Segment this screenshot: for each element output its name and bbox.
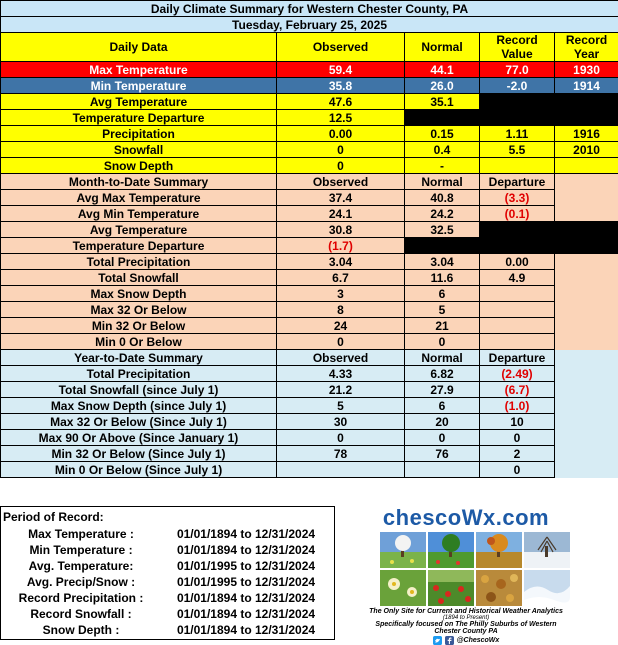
observed-value: 3.04: [277, 254, 405, 270]
summer-tree-photo: [428, 532, 474, 568]
observed-value: 6.7: [277, 270, 405, 286]
ytd-header-row: [1, 350, 618, 366]
observed-value: 30.8: [277, 222, 405, 238]
departure-value: (0.1): [480, 206, 555, 222]
normal-value: 11.6: [405, 270, 480, 286]
period-range: 01/01/1995 to 12/31/2024: [161, 574, 331, 590]
row-label: Avg Max Temperature: [1, 190, 277, 206]
period-label: Record Snowfall :: [1, 606, 161, 622]
period-of-record-title: Period of Record:: [1, 507, 334, 526]
record-year: [555, 158, 618, 174]
observed-value: 21.2: [277, 382, 405, 398]
observed-value: [277, 462, 405, 478]
period-of-record: [0, 506, 335, 640]
row-label: Max Snow Depth (since July 1): [1, 398, 277, 414]
record-value: 5.5: [480, 142, 555, 158]
departure-header: Departure: [480, 350, 555, 366]
departure-value: [480, 302, 555, 318]
normal-value: 0.15: [405, 126, 480, 142]
observed-value: 24: [277, 318, 405, 334]
row-label: Max 32 Or Below: [1, 302, 277, 318]
mtd-row: [1, 190, 618, 206]
normal-value: 27.9: [405, 382, 480, 398]
date-row: [1, 17, 618, 33]
departure-value: (3.3): [480, 190, 555, 206]
ytd-row: [1, 462, 618, 478]
period-label: Avg. Temperature:: [1, 558, 161, 574]
climate-summary-body: [1, 1, 618, 478]
daily-header-row: [1, 33, 618, 62]
daily-data-header: Daily Data: [1, 33, 277, 62]
ytd-row: [1, 446, 618, 462]
record-year: 1916: [555, 126, 618, 142]
departure-value: (2.49): [480, 366, 555, 382]
mtd-row: [1, 254, 618, 270]
daily-row: [1, 110, 618, 126]
normal-value: 5: [405, 302, 480, 318]
title-row: [1, 1, 618, 17]
row-label: Min 32 Or Below: [1, 318, 277, 334]
record-value: [480, 158, 555, 174]
mtd-row: [1, 270, 618, 286]
empty-cell: [555, 206, 618, 222]
daily-row: [1, 142, 618, 158]
observed-value: 0: [277, 158, 405, 174]
observed-value: 12.5: [277, 110, 405, 126]
record-value-header: Record Value: [480, 33, 555, 62]
record-value: -2.0: [480, 78, 555, 94]
normal-value: 3.04: [405, 254, 480, 270]
empty-cell: [555, 462, 618, 478]
period-range: 01/01/1894 to 12/31/2024: [161, 622, 331, 638]
empty-cell: [555, 446, 618, 462]
row-label: Temperature Departure: [1, 110, 277, 126]
period-label: Snow Depth :: [1, 622, 161, 638]
row-label: Min 32 Or Below (Since July 1): [1, 446, 277, 462]
empty-cell: [555, 382, 618, 398]
normal-header: Normal: [405, 174, 480, 190]
departure-value: 0: [480, 430, 555, 446]
row-label: Min 0 Or Below (Since July 1): [1, 462, 277, 478]
period-of-record-row: [1, 574, 334, 590]
normal-value: 32.5: [405, 222, 480, 238]
departure-value: 10: [480, 414, 555, 430]
row-label: Avg Temperature: [1, 94, 277, 110]
departure-value: (1.0): [480, 398, 555, 414]
observed-header: Observed: [277, 350, 405, 366]
report-date: Tuesday, February 25, 2025: [1, 17, 618, 33]
record-year: 1914: [555, 78, 618, 94]
row-label: Max Snow Depth: [1, 286, 277, 302]
empty-cell: [555, 270, 618, 286]
normal-value: 40.8: [405, 190, 480, 206]
ytd-row: [1, 414, 618, 430]
observed-value: 37.4: [277, 190, 405, 206]
observed-value: 35.8: [277, 78, 405, 94]
tagline: The Only Site for Current and Historical Weather Analytics: [366, 608, 566, 615]
period-label: Record Precipitation :: [1, 590, 161, 606]
period-of-record-rows: [1, 526, 334, 638]
period-of-record-row: [1, 606, 334, 622]
observed-value: 30: [277, 414, 405, 430]
daily-row: [1, 62, 618, 78]
record-year: 1930: [555, 62, 618, 78]
empty-cell: [555, 398, 618, 414]
empty-cell: [555, 318, 618, 334]
tagline-years: (1894 to Present): [366, 615, 566, 621]
row-label: Total Precipitation: [1, 366, 277, 382]
empty-cell: [555, 366, 618, 382]
period-label: Avg. Precip/Snow :: [1, 574, 161, 590]
normal-value: 44.1: [405, 62, 480, 78]
normal-value: 6: [405, 286, 480, 302]
social-handle[interactable]: @ChescoWx: [457, 637, 500, 644]
observed-value: 8: [277, 302, 405, 318]
daily-row: [1, 126, 618, 142]
departure-header: Departure: [480, 174, 555, 190]
normal-value: 35.1: [405, 94, 480, 110]
observed-value: 59.4: [277, 62, 405, 78]
chescowx-logo[interactable]: [366, 506, 566, 640]
flower-photo: [380, 570, 426, 606]
row-label: Max Temperature: [1, 62, 277, 78]
observed-value: 24.1: [277, 206, 405, 222]
empty-cell: [555, 350, 618, 366]
observed-value: 0: [277, 334, 405, 350]
brand-name: chescoWx.com: [366, 506, 566, 530]
observed-value: 4.33: [277, 366, 405, 382]
empty-cell: [555, 190, 618, 206]
row-label: Snow Depth: [1, 158, 277, 174]
observed-header: Observed: [277, 33, 405, 62]
poppy-field-photo: [428, 570, 474, 606]
observed-value: 5: [277, 398, 405, 414]
observed-value: 78: [277, 446, 405, 462]
normal-value: 76: [405, 446, 480, 462]
departure-value: [480, 286, 555, 302]
normal-value: [405, 462, 480, 478]
blank-cell: [480, 222, 618, 238]
observed-value: 3: [277, 286, 405, 302]
period-range: 01/01/1894 to 12/31/2024: [161, 542, 331, 558]
row-label: Avg Temperature: [1, 222, 277, 238]
empty-cell: [555, 334, 618, 350]
normal-value: 20: [405, 414, 480, 430]
normal-value: 0: [405, 430, 480, 446]
normal-value: -: [405, 158, 480, 174]
row-label: Snowfall: [1, 142, 277, 158]
normal-header: Normal: [405, 350, 480, 366]
departure-value: (6.7): [480, 382, 555, 398]
tagline-focus: Specifically focused on The Philly Suburbs of Western Chester County PA: [366, 621, 566, 635]
row-label: Min 0 Or Below: [1, 334, 277, 350]
fallen-leaves-photo: [476, 570, 522, 606]
observed-value: 0.00: [277, 126, 405, 142]
departure-value: 2: [480, 446, 555, 462]
row-label: Total Snowfall: [1, 270, 277, 286]
normal-value: 0.4: [405, 142, 480, 158]
record-year-header: Record Year: [555, 33, 618, 62]
observed-value: (1.7): [277, 238, 405, 254]
period-range: 01/01/1894 to 12/31/2024: [161, 606, 331, 622]
period-range: 01/01/1894 to 12/31/2024: [161, 590, 331, 606]
record-value: 77.0: [480, 62, 555, 78]
row-label: Total Precipitation: [1, 254, 277, 270]
row-label: Min Temperature: [1, 78, 277, 94]
period-of-record-row: [1, 558, 334, 574]
row-label: Precipitation: [1, 126, 277, 142]
period-range: 01/01/1894 to 12/31/2024: [161, 526, 331, 542]
ytd-row: [1, 430, 618, 446]
observed-header: Observed: [277, 174, 405, 190]
observed-value: 0: [277, 142, 405, 158]
empty-cell: [555, 430, 618, 446]
empty-cell: [555, 302, 618, 318]
departure-value: [480, 318, 555, 334]
observed-value: 0: [277, 430, 405, 446]
period-range: 01/01/1995 to 12/31/2024: [161, 558, 331, 574]
period-of-record-row: [1, 590, 334, 606]
mtd-row: [1, 302, 618, 318]
row-label: Max 90 Or Above (Since January 1): [1, 430, 277, 446]
blank-cell: [405, 238, 618, 254]
autumn-tree-photo: [476, 532, 522, 568]
mtd-summary-header: Month-to-Date Summary: [1, 174, 277, 190]
normal-value: 0: [405, 334, 480, 350]
snow-drift-photo: [524, 570, 570, 606]
mtd-row: [1, 238, 618, 254]
empty-cell: [555, 286, 618, 302]
period-of-record-row: [1, 542, 334, 558]
row-label: Total Snowfall (since July 1): [1, 382, 277, 398]
departure-value: 0: [480, 462, 555, 478]
empty-cell: [555, 254, 618, 270]
empty-cell: [555, 174, 618, 190]
departure-value: 0.00: [480, 254, 555, 270]
record-year: 2010: [555, 142, 618, 158]
ytd-summary-header: Year-to-Date Summary: [1, 350, 277, 366]
season-photos: [380, 532, 566, 606]
normal-value: 6.82: [405, 366, 480, 382]
empty-cell: [555, 414, 618, 430]
normal-value: 21: [405, 318, 480, 334]
departure-value: [480, 334, 555, 350]
mtd-row: [1, 222, 618, 238]
observed-value: 47.6: [277, 94, 405, 110]
mtd-row: [1, 318, 618, 334]
page-title: Daily Climate Summary for Western Chester County, PA: [1, 1, 618, 17]
row-label: Temperature Departure: [1, 238, 277, 254]
mtd-header-row: [1, 174, 618, 190]
ytd-row: [1, 366, 618, 382]
blank-cell: [480, 94, 618, 110]
normal-header: Normal: [405, 33, 480, 62]
row-label: Max 32 Or Below (Since July 1): [1, 414, 277, 430]
mtd-row: [1, 286, 618, 302]
record-value: 1.11: [480, 126, 555, 142]
daily-row: [1, 158, 618, 174]
row-label: Avg Min Temperature: [1, 206, 277, 222]
departure-value: 4.9: [480, 270, 555, 286]
period-of-record-row: [1, 526, 334, 542]
daily-row: [1, 78, 618, 94]
mtd-row: [1, 206, 618, 222]
blank-cell: [405, 110, 618, 126]
period-label: Min Temperature :: [1, 542, 161, 558]
normal-value: 24.2: [405, 206, 480, 222]
normal-value: 6: [405, 398, 480, 414]
mtd-row: [1, 334, 618, 350]
winter-tree-photo: [524, 532, 570, 568]
ytd-row: [1, 382, 618, 398]
period-label: Max Temperature :: [1, 526, 161, 542]
normal-value: 26.0: [405, 78, 480, 94]
daily-row: [1, 94, 618, 110]
spring-tree-photo: [380, 532, 426, 568]
ytd-row: [1, 398, 618, 414]
period-of-record-row: [1, 622, 334, 638]
